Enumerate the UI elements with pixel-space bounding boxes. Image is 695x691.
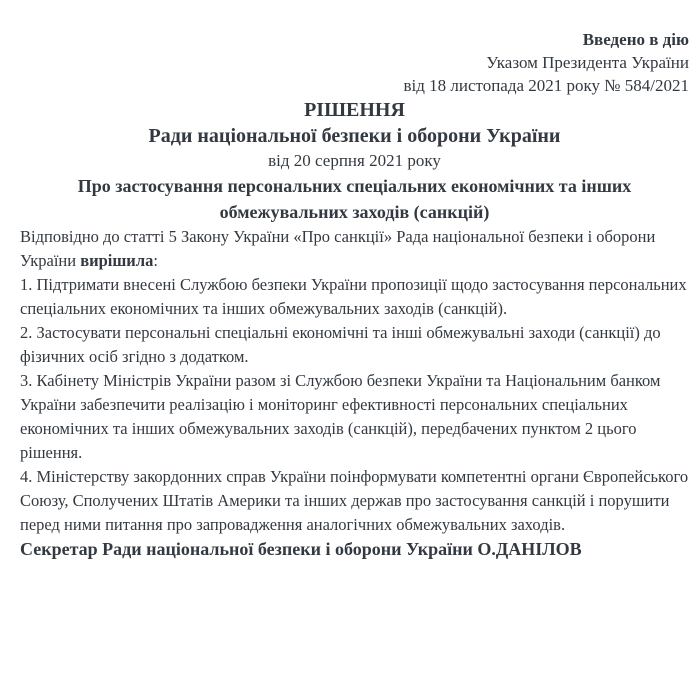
preamble-emphasis-text: вирішила [80, 251, 154, 270]
enactment-note [20, 28, 689, 97]
enactment-note-line: від 18 листопада 2021 року № 584/2021 [403, 76, 689, 95]
signature-line: Секретар Ради національної безпеки і оборони України О.ДАНІЛОВ [20, 539, 582, 559]
document-subject-line: обмежувальних заходів (санкцій) [219, 202, 490, 222]
preamble-lead-text: Відповідно до статті 5 Закону України «Про санкції» Рада національної безпеки і оборони України [20, 227, 656, 270]
document-date: від 20 серпня 2021 року [268, 151, 441, 170]
document-subject-line: Про застосування персональних спеціальних економічних та інших [77, 176, 632, 196]
clause-1: 1. Підтримати внесені Службою безпеки України пропозиції щодо застосування персональних спеціальних економічних та інших обмежувальних заходів (санкцій). [20, 275, 687, 318]
document-subject-title [20, 173, 689, 225]
clause-4: 4. Міністерству закордонних справ України поінформувати компетентні органи Європейського Союзу, Сполучених Штатів Америки та інших держав про застосування санкцій і порушити перед ними питання про запровадження аналогічних обмежувальних заходів. [20, 467, 689, 534]
enactment-note-line: Введено в дію [582, 30, 689, 49]
enactment-note-line: Указом Президента України [486, 53, 689, 72]
document-kind-title: РІШЕННЯ [304, 99, 405, 121]
clause-3: 3. Кабінету Міністрів України разом зі Службою безпеки України та Національним банком України забезпечити реалізацію і моніторинг ефективності персональних спеціальних економічних та інших обмежувальних заходів (санкцій), передбачених пунктом 2 цього рішення. [20, 371, 661, 462]
document-issuer-title: Ради національної безпеки і оборони України [148, 125, 561, 147]
clause-2: 2. Застосувати персональні спеціальні економічні та інші обмежувальні заходи (санкції) до фізичних осіб згідно з додатком. [20, 323, 661, 366]
preamble-paragraph [20, 225, 689, 273]
preamble-tail-text: : [153, 251, 158, 270]
